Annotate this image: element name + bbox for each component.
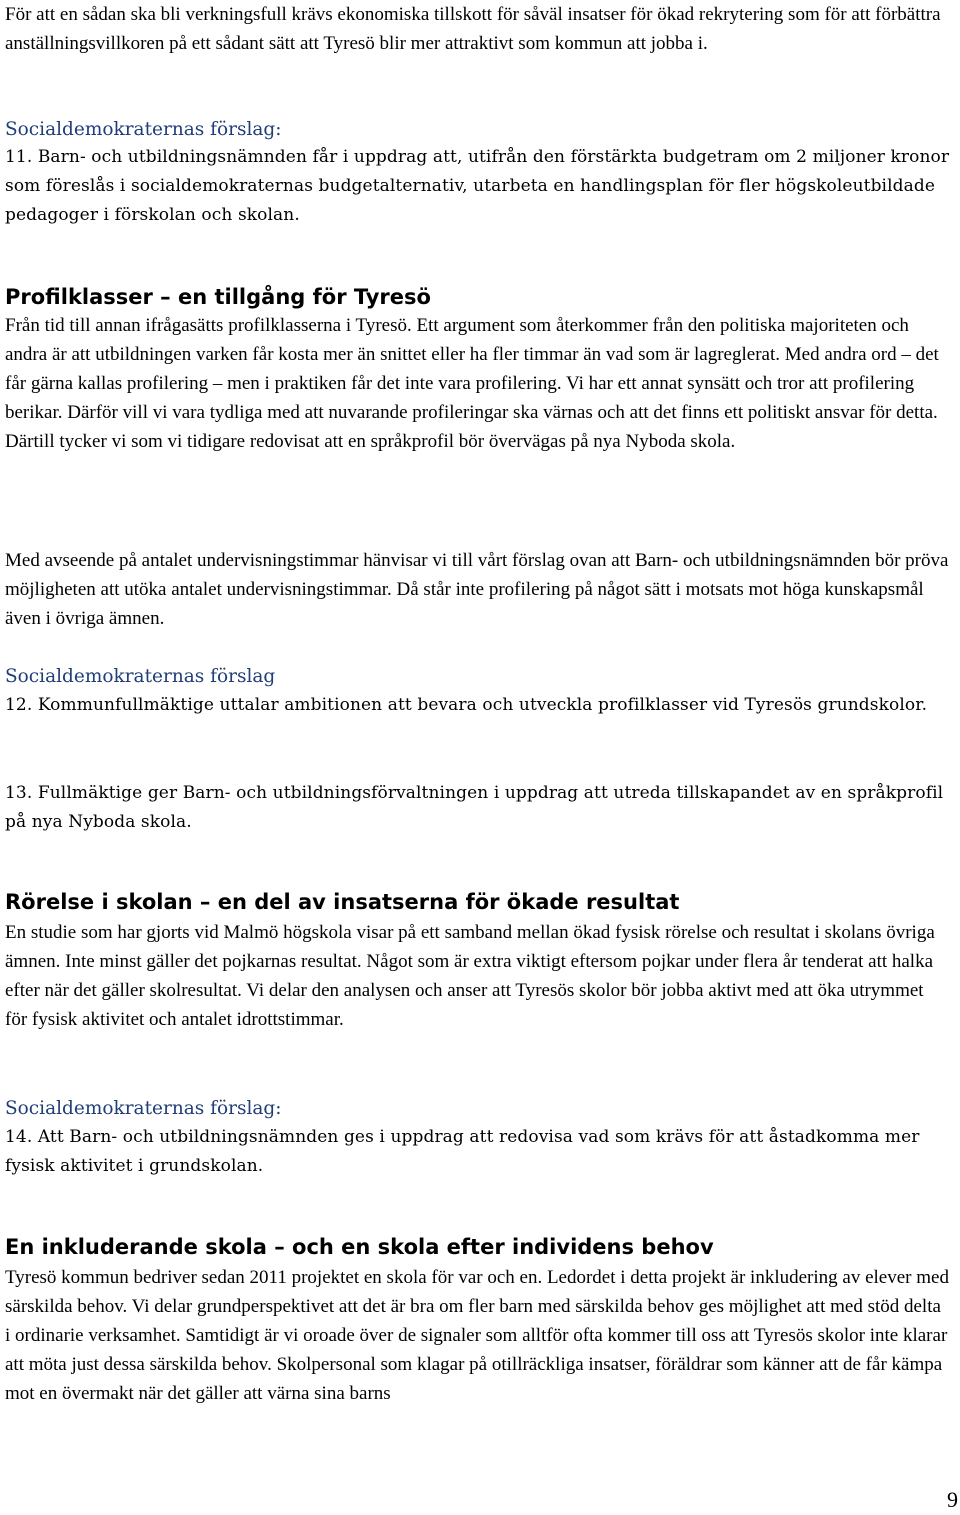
profilklasser-paragraph-2: Med avseende på antalet undervisningstimmar hänvisar vi till vårt förslag ovan att Barn- och utbildningsnämnden bör pröva möjligheten att utöka antalet undervisningstimmar. Då står inte profilering på något sätt i motsats mot höga kunskapsmål även i övriga ämnen. xyxy=(5,550,949,629)
section-heading-rorelse: Rörelse i skolan – en del av insatserna för ökade resultat xyxy=(5,890,680,914)
proposals-heading: Socialdemokraternas förslag: xyxy=(5,119,282,140)
intro-paragraph: För att en sådan ska bli verkningsfull krävs ekonomiska tillskott för såväl insatser för ökad rekrytering som för att förbättra anställningsvillkoren på ett sådant sätt att Tyresö blir mer attraktivt som kommun att jobba i. xyxy=(5,4,941,54)
proposal-11: 11. Barn- och utbildningsnämnden får i uppdrag att, utifrån den förstärkta budgetram om 2 miljoner kronor som föreslås i socialdemokraternas budgetalternativ, utarbeta en handlingsplan för fler högskoleutbildade pedagoger i förskolan och skolan. xyxy=(5,147,950,225)
page-number: 9 xyxy=(947,1487,958,1512)
proposal-12: 12. Kommunfullmäktige uttalar ambitionen att bevara och utveckla profilklasser vid Tyresös grundskolor. xyxy=(5,695,928,715)
section-heading-profilklasser: Profilklasser – en tillgång för Tyresö xyxy=(5,285,431,309)
rorelse-paragraph: En studie som har gjorts vid Malmö högskola visar på ett samband mellan ökad fysisk rörelse och resultat i skolans övriga ämnen. Inte minst gäller det pojkarnas resultat. Något som är extra viktigt eftersom pojkar under flera år tenderat att halka efter när det gäller skolresultat. Vi delar den analysen och anser att Tyresös skolor bör jobba aktivt med att öka utrymmet för fysisk aktivitet och antalet idrottstimmar. xyxy=(5,922,935,1030)
profilklasser-paragraph-1: Från tid till annan ifrågasätts profilklasserna i Tyresö. Ett argument som återkommer från den politiska majoriteten och andra är att utbildningen varken får kosta mer än snittet eller ha fler timmar än vad som är lagreglerat. Med andra ord – det får gärna kallas profilering – men i praktiken får det inte vara profilering. Vi har ett annat synsätt och tror att profilering berikar. Därför vill vi vara tydliga med att nuvarande profileringar ska värnas och att det finns ett politiskt ansvar för detta. Därtill tycker vi som vi tidigare redovisat att en språkprofil bör övervägas på nya Nyboda skola. xyxy=(5,315,939,452)
proposals-heading: Socialdemokraternas förslag xyxy=(5,666,276,687)
proposal-14: 14. Att Barn- och utbildningsnämnden ges i uppdrag att redovisa vad som krävs för att åstadkomma mer fysisk aktivitet i grundskolan. xyxy=(5,1127,920,1176)
proposals-heading: Socialdemokraternas förslag: xyxy=(5,1098,282,1119)
section-heading-inkluderande: En inkluderande skola – och en skola efter individens behov xyxy=(5,1235,714,1259)
inkluderande-paragraph: Tyresö kommun bedriver sedan 2011 projektet en skola för var och en. Ledordet i detta projekt är inkludering av elever med särskilda behov. Vi delar grundperspektivet att det är bra om fler barn med särskilda behov ges möjlighet att med stöd delta i ordinarie verksamhet. Samtidigt är vi oroade över de signaler som alltför ofta kommer till oss att Tyresös skolor inte klarar att möta just dessa särskilda behov. Skolpersonal som klagar på otillräckliga insatser, föräldrar som känner att de får kämpa mot en övermakt när det gäller att värna sina barns xyxy=(5,1267,949,1404)
proposal-13: 13. Fullmäktige ger Barn- och utbildningsförvaltningen i uppdrag att utreda tillskapandet av en språkprofil på nya Nyboda skola. xyxy=(5,783,944,832)
